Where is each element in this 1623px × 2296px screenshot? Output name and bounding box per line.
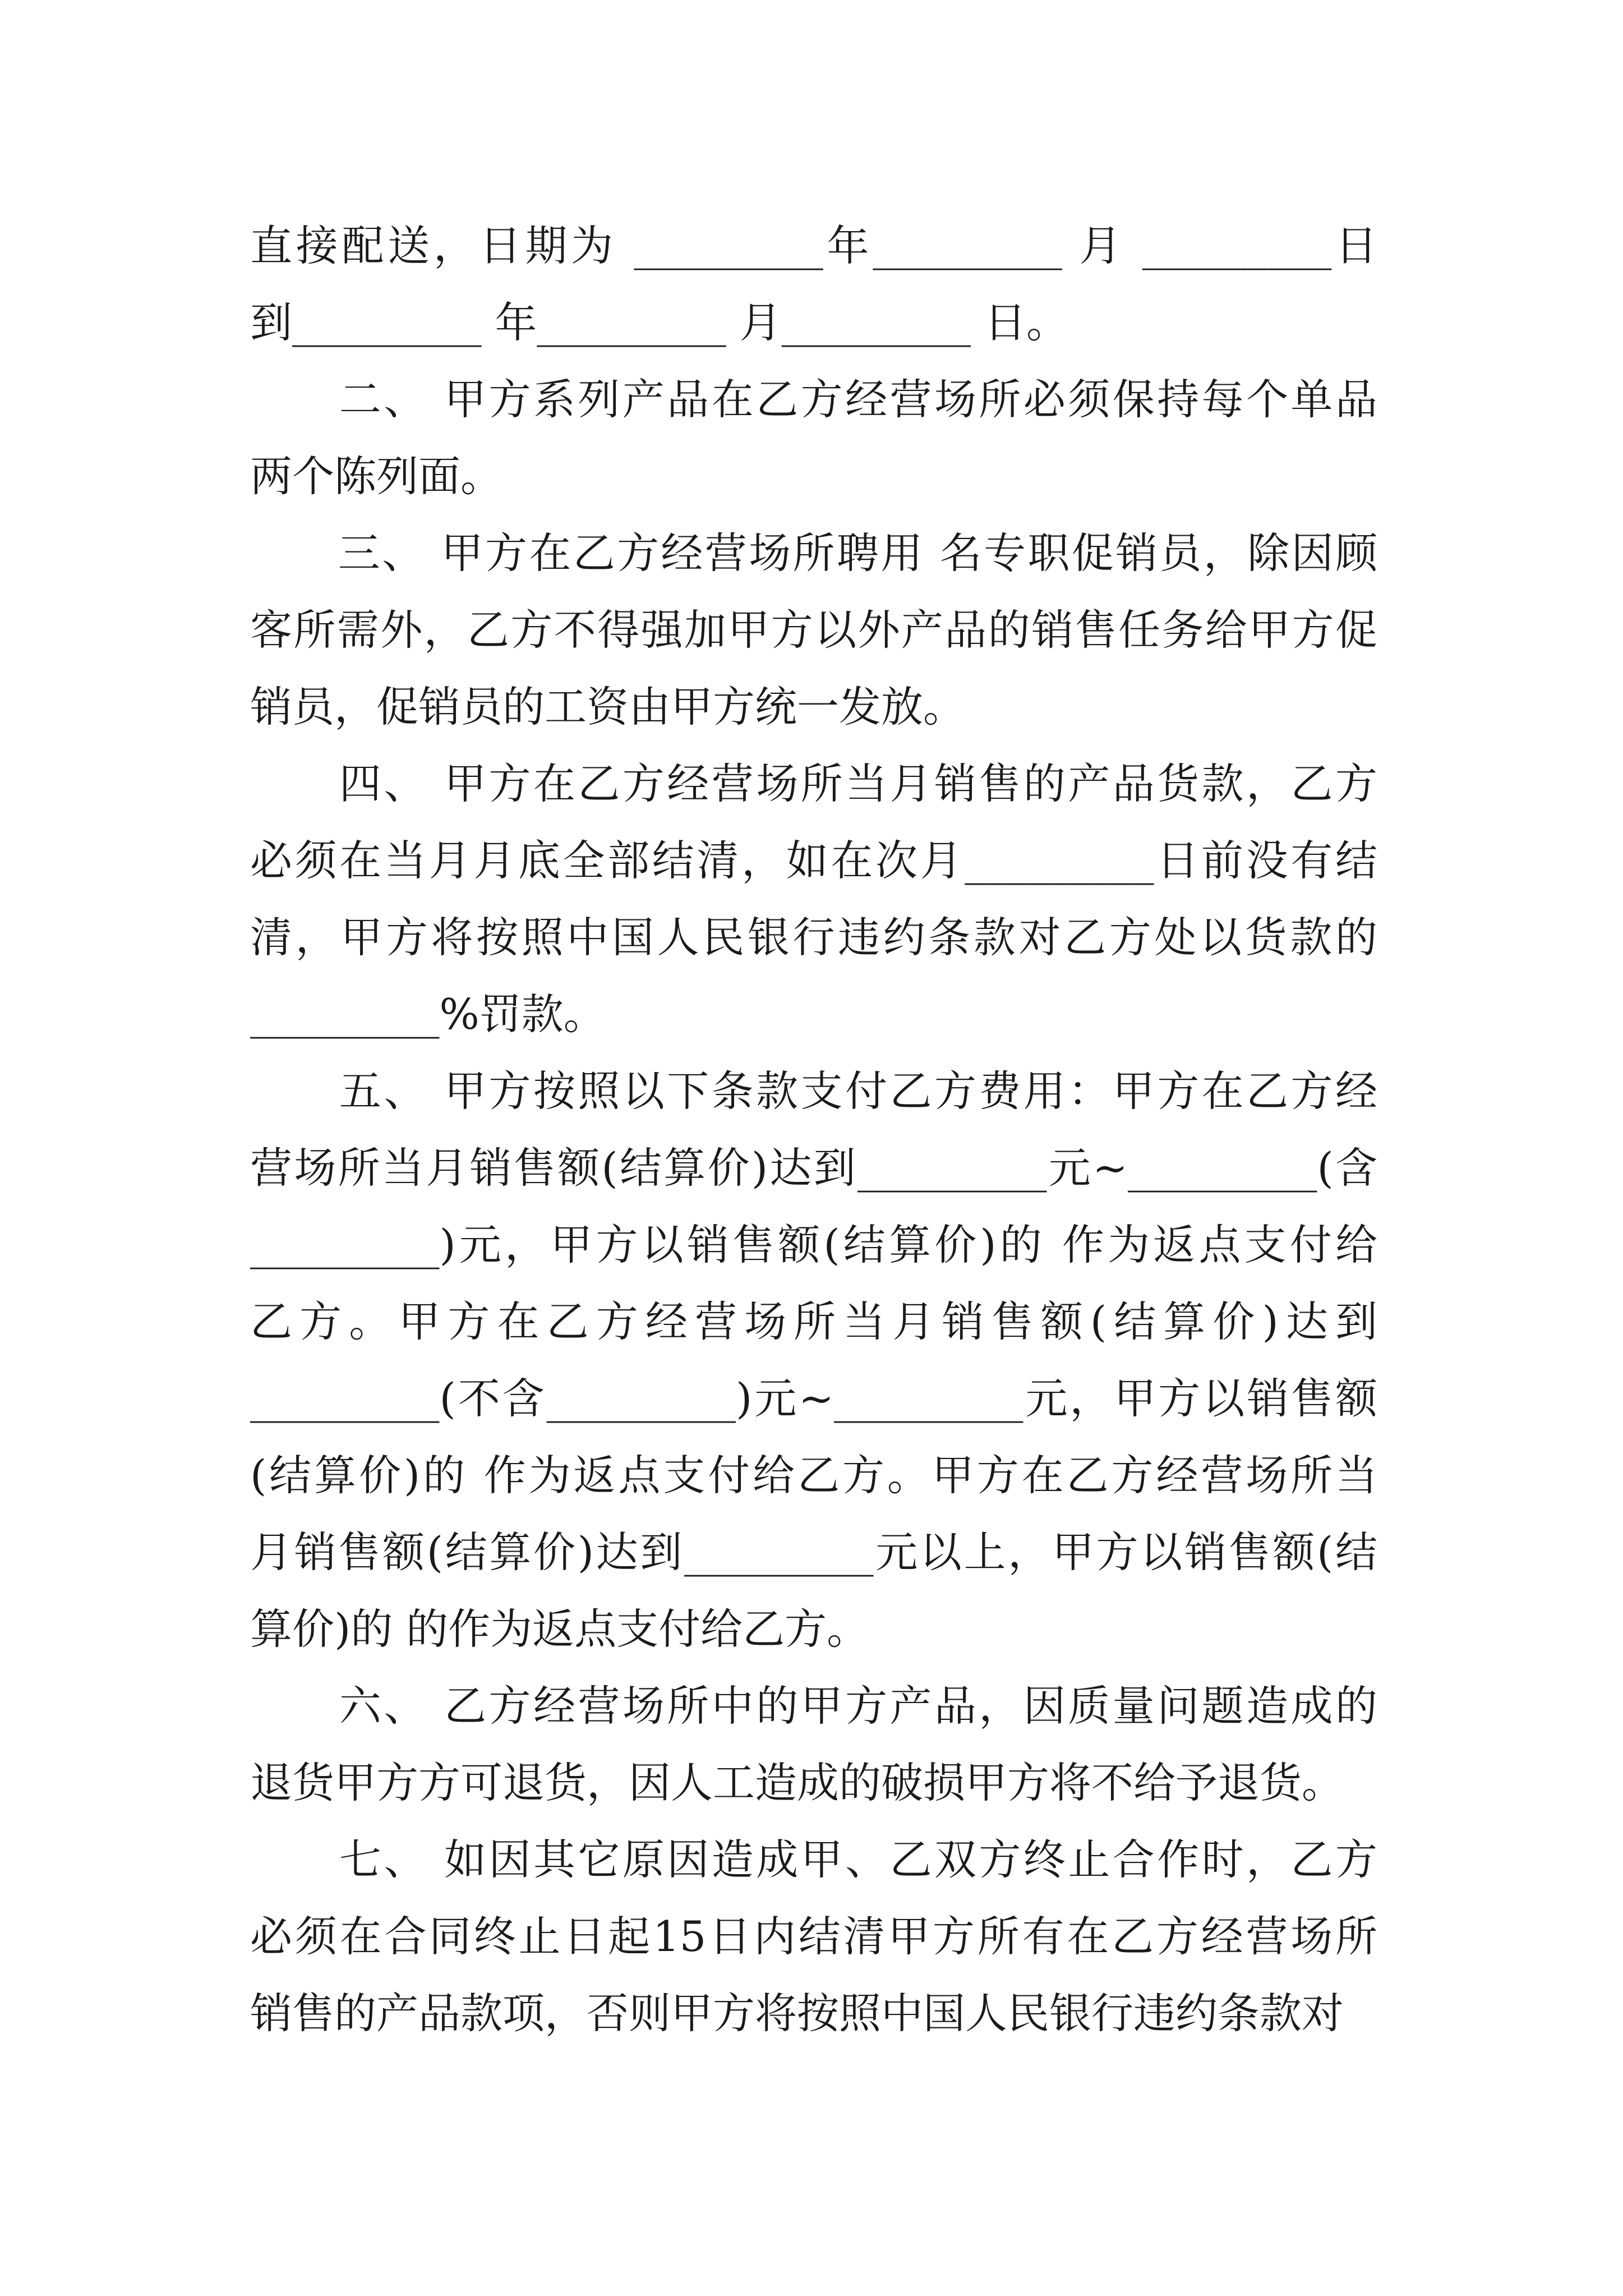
text-line: 退货甲方方可退货，因人工造成的破损甲方将不给予退货。 bbox=[250, 1758, 1344, 1807]
paragraph-p-date bbox=[250, 208, 1377, 361]
text-line: 六、 乙方经营场所中的甲方产品，因质量问题造成的 bbox=[250, 1681, 1377, 1731]
text-line: 销员，促销员的工资由甲方统一发放。 bbox=[250, 682, 966, 731]
paragraph-p-5 bbox=[250, 1053, 1377, 1668]
text-line: 算价)的 的作为返点支付给乙方。 bbox=[250, 1604, 869, 1654]
text-line: 销售的产品款项，否则甲方将按照中国人民银行违约条款对 bbox=[250, 1989, 1344, 2038]
text-line: 必须在合同终止日起15日内结清甲方所有在乙方经营场所 bbox=[250, 1912, 1377, 1961]
text-line: 直接配送，日期为 _________年_________ 月 _________日 bbox=[250, 221, 1377, 270]
text-line: _________)元，甲方以销售额(结算价)的 作为返点支付给 bbox=[250, 1220, 1377, 1269]
document-body bbox=[250, 208, 1377, 2052]
paragraph-p-2 bbox=[250, 361, 1377, 515]
paragraph-p-7 bbox=[250, 1821, 1377, 2052]
text-line: 客所需外，乙方不得强加甲方以外产品的销售任务给甲方促 bbox=[250, 605, 1377, 655]
text-line: 两个陈列面。 bbox=[250, 452, 503, 501]
text-line: 必须在当月月底全部结清，如在次月_________日前没有结 bbox=[250, 836, 1377, 885]
text-line: 四、 甲方在乙方经营场所当月销售的产品货款，乙方 bbox=[250, 759, 1377, 808]
text-line: 七、 如因其它原因造成甲、乙双方终止合作时，乙方 bbox=[250, 1835, 1377, 1884]
paragraph-p-6 bbox=[250, 1668, 1377, 1821]
paragraph-p-3 bbox=[250, 515, 1377, 746]
text-line: 三、 甲方在乙方经营场所聘用 名专职促销员，除因顾 bbox=[250, 528, 1377, 578]
text-line: 清，甲方将按照中国人民银行违约条款对乙方处以货款的 bbox=[250, 913, 1377, 962]
text-line: 营场所当月销售额(结算价)达到_________元~_________(含 bbox=[250, 1143, 1377, 1193]
text-line: (结算价)的 作为返点支付给乙方。甲方在乙方经营场所当 bbox=[250, 1451, 1377, 1500]
text-line: 月销售额(结算价)达到_________元以上，甲方以销售额(结 bbox=[250, 1527, 1377, 1577]
paragraph-p-4 bbox=[250, 746, 1377, 1053]
text-line: 到_________ 年_________ 月_________ 日。 bbox=[250, 298, 1069, 347]
text-line: 乙方。甲方在乙方经营场所当月销售额(结算价)达到 bbox=[250, 1297, 1377, 1346]
text-line: _________%罚款。 bbox=[250, 990, 606, 1039]
text-line: 五、 甲方按照以下条款支付乙方费用：甲方在乙方经 bbox=[250, 1066, 1377, 1116]
text-line: _________(不含_________)元~_________元，甲方以销售额 bbox=[250, 1374, 1377, 1423]
text-line: 二、 甲方系列产品在乙方经营场所必须保持每个单品 bbox=[250, 375, 1377, 424]
